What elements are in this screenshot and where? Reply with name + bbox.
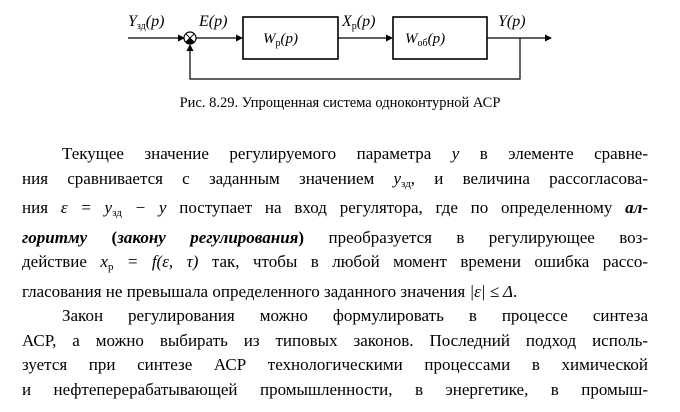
paragraph-1-line-5: действие xр = f(ε, τ) так, чтобы в любой момент времени ошибка рассо- (22, 252, 649, 273)
paragraph-2-line-2: АСР, а можно выбирать из типовых законов. Последний подход исполь- (22, 330, 648, 350)
paragraph-1-line-4: горитму (закону регулирования) преобразуется в регулирующее воз- (22, 227, 648, 247)
figure-caption: Рис. 8.29. Упрощенная система одноконтурной АСР (179, 95, 501, 111)
output-label: Y(p) (498, 13, 526, 30)
object-label: $W_{об}(p)$ (405, 31, 446, 49)
regulator-label: $W_р(p)$ (263, 31, 298, 49)
paragraph-1-line-6: гласования не превышала определенного заданного значения |ε| ≤ Δ. (22, 281, 518, 301)
input-label: Yзд(p) (128, 13, 165, 32)
error-arrowhead (236, 35, 243, 42)
paragraph-2-line-3: зуется при синтезе АСР технологическими процессами в химической (22, 355, 648, 374)
control-arrowhead (386, 35, 393, 42)
paragraph-1-line-1: Текущее значение регулируемого параметра y в элементе сравне- (62, 144, 648, 163)
paragraph-2-line-4: и нефтеперерабатывающей промышленности, в энергетике, в промыш- (22, 379, 648, 399)
feedback-arrowhead (187, 44, 194, 51)
block-diagram (0, 0, 680, 92)
output-arrowhead (545, 35, 552, 42)
control-signal-label: Xр(p) (342, 13, 376, 32)
paragraph-2-line-1: Закон регулирования можно формулировать в процессе синтеза (62, 306, 648, 325)
error-label: E(p) (199, 13, 228, 30)
paragraph-1-line-3: ния ε = yзд − y поступает на вход регулятора, где по определенному ал- (22, 198, 649, 219)
body-text (22, 142, 648, 402)
paragraph-1-line-2: ния сравнивается с заданным значением yзд, и величина рассогласова- (22, 168, 648, 190)
